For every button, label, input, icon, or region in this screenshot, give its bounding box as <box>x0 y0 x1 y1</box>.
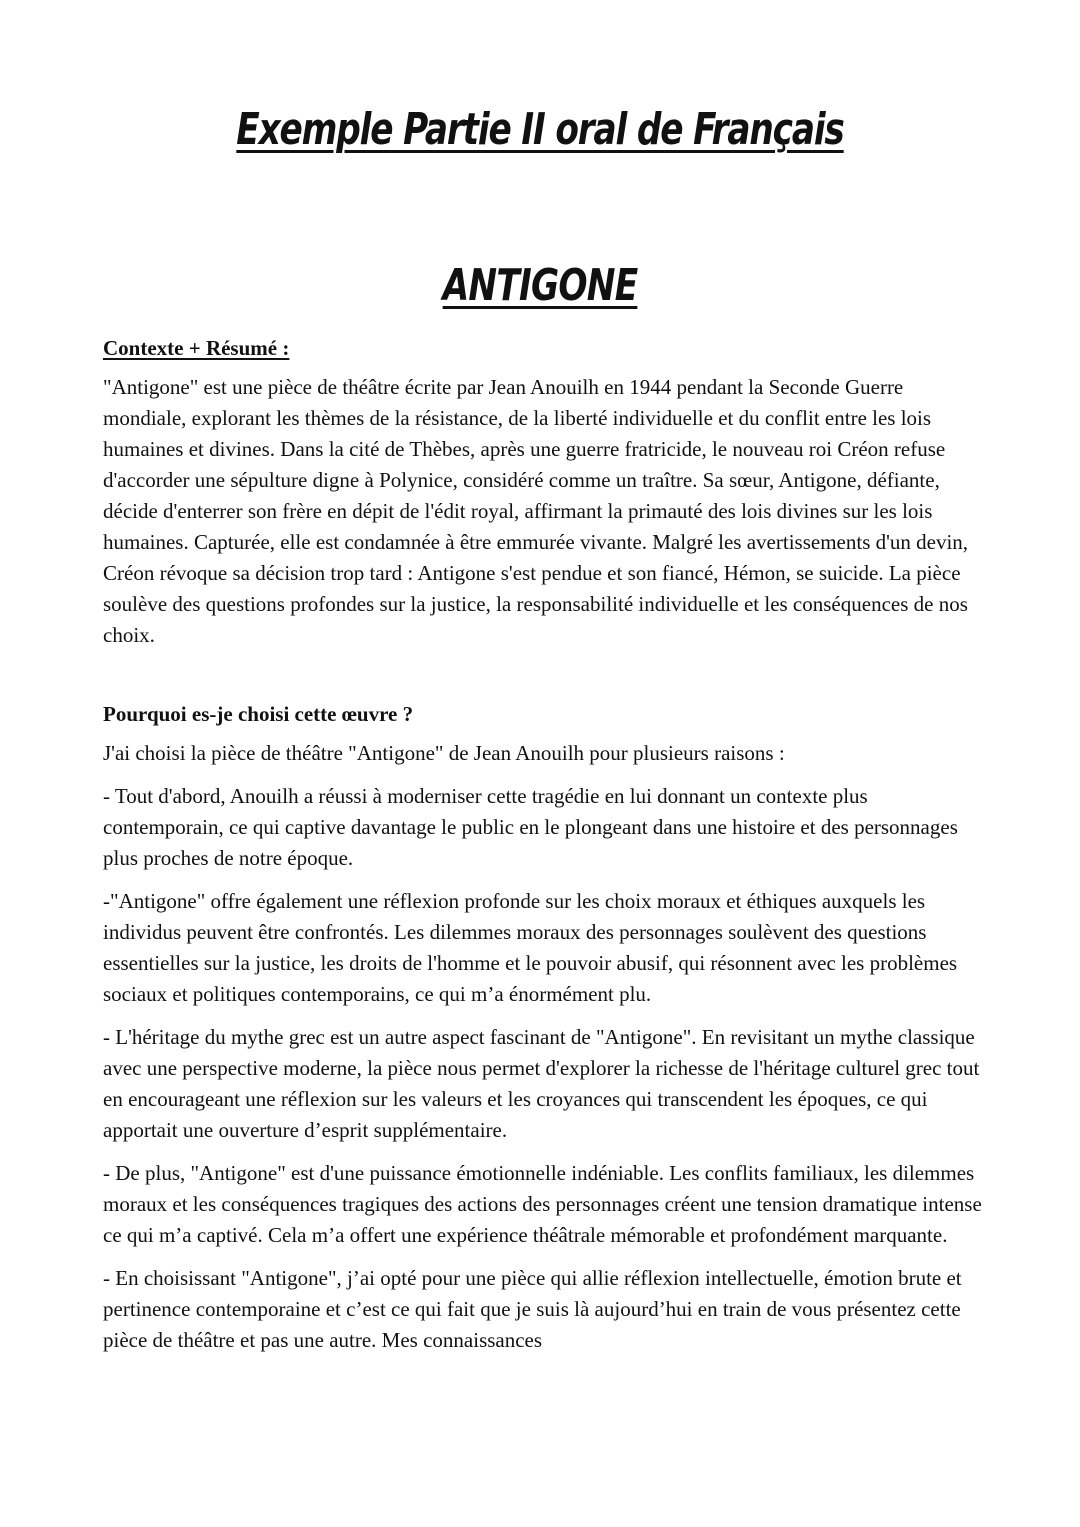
paragraph-reason-moral: -"Antigone" offre également une réflexion profonde sur les choix moraux et éthiques auxquels les individus peuvent être confrontés. Les dilemmes moraux des personnages soulèvent des questions essentielles sur la justice, les droits de l'homme et le pouvoir abusif, qui résonnent avec les problèmes sociaux et politiques contemporains, ce qui m’a énormément plu. <box>103 889 958 1006</box>
section-spacer <box>103 663 983 699</box>
paragraph-reason-emotion: - De plus, "Antigone" est d'une puissance émotionnelle indéniable. Les conflits familiaux, les dilemmes moraux et les conséquences tragiques des actions des personnages créent une tension dramatique intense ce qui m’a captivé. Cela m’a offert une expérience théâtrale mémorable et profondément marquante. <box>103 1161 982 1247</box>
document-subtitle: ANTIGONE <box>442 260 638 311</box>
section-heading-why: Pourquoi es-je choisi cette œuvre ? <box>103 702 414 726</box>
paragraph-conclusion: - En choisissant "Antigone", j’ai opté pour une pièce qui allie réflexion intellectuelle, émotion brute et pertinence contemporaine et c’est ce qui fait que je suis là aujourd’hui en train de vous présentez cette pièce de théâtre et pas une autre. Mes connaissances <box>103 1266 962 1352</box>
paragraph-reason-heritage: - L'héritage du mythe grec est un autre aspect fascinant de "Antigone". En revisitant un mythe classique avec une perspective moderne, la pièce nous permet d'explorer la richesse de l'héritage culturel grec tout en encourageant une réflexion sur les valeurs et les croyances qui transcendent les époques, ce qui apportait une ouverture d’esprit supplémentaire. <box>103 1025 980 1142</box>
section-context-summary <box>103 333 983 651</box>
paragraph-reason-modern: - Tout d'abord, Anouilh a réussi à moderniser cette tragédie en lui donnant un contexte plus contemporain, ce qui captive davantage le public en le plongeant dans une histoire et des personnages plus proches de notre époque. <box>103 784 958 870</box>
paragraph-summary: "Antigone" est une pièce de théâtre écrite par Jean Anouilh en 1944 pendant la Seconde Guerre mondiale, explorant les thèmes de la résistance, de la liberté individuelle et du conflit entre les lois humaines et divines. Dans la cité de Thèbes, après une guerre fratricide, le nouveau roi Créon refuse d'accorder une sépulture digne à Polynice, considéré comme un traître. Sa sœur, Antigone, défiante, décide d'enterrer son frère en dépit de l'édit royal, affirmant la primauté des lois divines sur les lois humaines. Capturée, elle est condamnée à être emmurée vivante. Malgré les avertissements d'un devin, Créon révoque sa décision trop tard : Antigone s'est pendue et son fiancé, Hémon, se suicide. La pièce soulève des questions profondes sur la justice, la responsabilité individuelle et les conséquences de nos choix. <box>103 375 969 647</box>
document-title: Exemple Partie II oral de Français <box>236 104 844 155</box>
paragraph-intro: J'ai choisi la pièce de théâtre "Antigone" de Jean Anouilh pour plusieurs raisons : <box>103 741 785 765</box>
document-body <box>103 333 983 1368</box>
section-heading-context: Contexte + Résumé : <box>103 336 290 360</box>
section-why-chosen <box>103 699 983 1356</box>
